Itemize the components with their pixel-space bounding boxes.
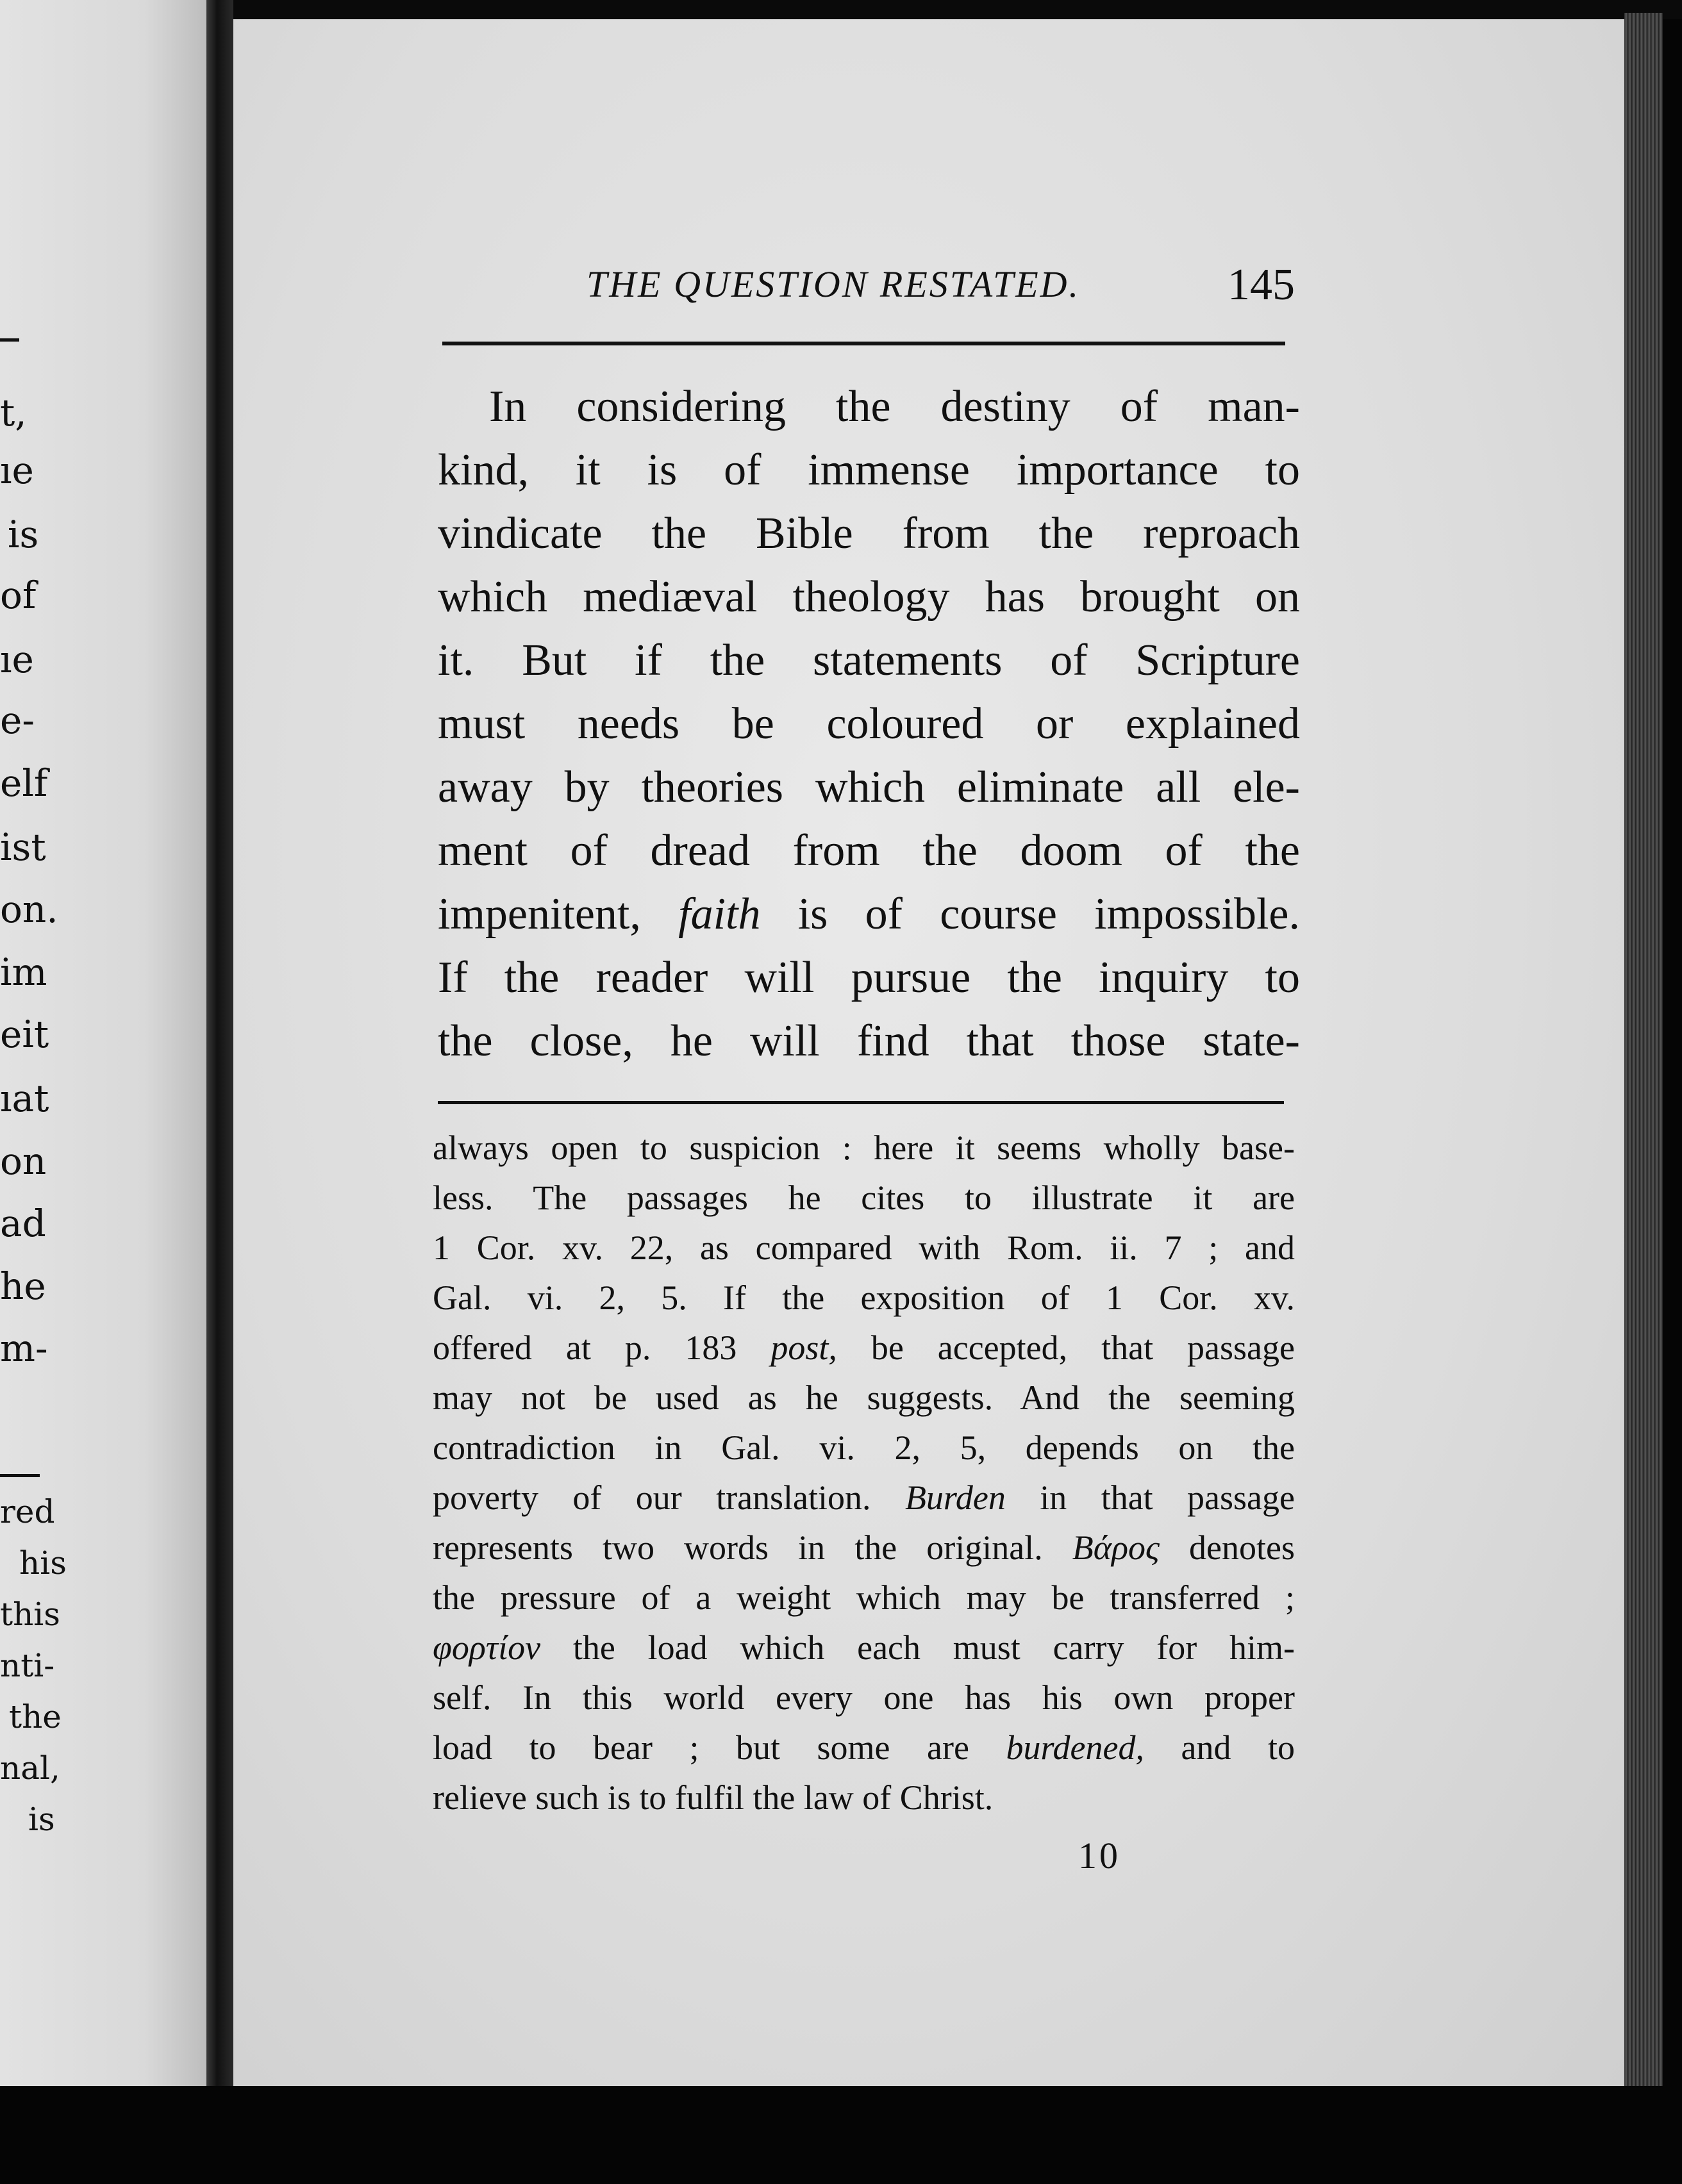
body-text xyxy=(438,375,1300,1073)
running-head-title: THE QUESTION RESTATED. xyxy=(587,263,1081,305)
facing-page-fragment: ıat xyxy=(0,1077,49,1120)
scan-bottom-border xyxy=(0,2086,1682,2184)
footnote-line: the pressure of a weight which may be transferred ; xyxy=(433,1578,1295,1617)
footnote-line-segment: offered at p. 183 xyxy=(433,1328,771,1367)
italic-word: faith xyxy=(678,889,761,939)
body-line xyxy=(438,882,1300,946)
facing-page-fragment: of xyxy=(0,574,37,617)
book-gutter xyxy=(206,0,233,2134)
facing-page-fragment: eit xyxy=(0,1013,49,1056)
footnote-line xyxy=(433,1723,1295,1773)
italic-word: Burden xyxy=(904,1478,1006,1517)
greek-word: Βάρος xyxy=(1072,1528,1160,1567)
footnote-line: Gal. vi. 2, 5. If the exposition of 1 Cor. xv. xyxy=(433,1278,1295,1317)
signature-mark: 10 xyxy=(1078,1835,1120,1876)
footnote-line-segment: and to xyxy=(1144,1728,1295,1767)
body-line: the close, he will find that those state- xyxy=(438,1016,1300,1066)
facing-page-fragment: elf xyxy=(0,761,48,805)
facing-page-fragment: is xyxy=(8,513,39,556)
body-line: which mediæval theology has brought on xyxy=(438,572,1300,622)
page-edges xyxy=(1624,13,1663,2102)
facing-page-fragment: im xyxy=(0,950,47,994)
facing-page-note-fragment: red xyxy=(0,1493,55,1530)
facing-page-fragment: t, xyxy=(0,391,27,434)
footnote-line xyxy=(433,1523,1295,1573)
italic-word: burdened, xyxy=(1006,1728,1144,1767)
body-line: must needs be coloured or explained xyxy=(438,699,1300,749)
facing-page-note-rule xyxy=(0,1474,40,1477)
facing-page-fragment: on xyxy=(0,1139,47,1183)
footnote-line xyxy=(433,1473,1295,1523)
body-line: If the reader will pursue the inquiry to xyxy=(438,953,1300,1002)
facing-page-note-fragment: is xyxy=(28,1801,55,1838)
facing-page-fragment: m- xyxy=(0,1327,48,1370)
facing-page-note-fragment: his xyxy=(19,1544,67,1582)
facing-page-fragment: e- xyxy=(0,699,35,742)
footnote-line: 1 Cor. xv. 22, as compared with Rom. ii. 7 ; and xyxy=(433,1228,1295,1267)
body-line-segment: impenitent, xyxy=(438,889,679,939)
body-line-segment: is of course impossible. xyxy=(760,889,1300,939)
greek-word: φορτίον xyxy=(433,1628,541,1667)
footnote xyxy=(433,1123,1295,1823)
footnote-line-segment: load to bear ; but some are xyxy=(433,1728,1006,1767)
footnote-line: less. The passages he cites to illustrate it are xyxy=(433,1179,1295,1217)
scan-top-border xyxy=(233,0,1682,19)
footnote-rule xyxy=(438,1101,1284,1104)
footnote-line-segment: represents two words in the original. xyxy=(433,1528,1072,1567)
body-line: ment of dread from the doom of the xyxy=(438,826,1300,875)
facing-page-note-fragment: the xyxy=(9,1698,62,1735)
body-line: away by theories which eliminate all ele- xyxy=(438,763,1300,812)
footnote-line: always open to suspicion : here it seems wholly base- xyxy=(433,1129,1295,1167)
footnote-line-segment: the load which each must carry for him- xyxy=(540,1628,1295,1667)
facing-page-fragment: ad xyxy=(0,1202,46,1245)
footnote-line: self. In this world every one has his own proper xyxy=(433,1678,1295,1717)
facing-page-note-fragment: this xyxy=(0,1596,60,1633)
body-line: In considering the destiny of man- xyxy=(489,382,1300,431)
facing-page-fragment: ıe xyxy=(0,449,34,492)
footnote-line-segment: denotes xyxy=(1159,1528,1295,1567)
footnote-line-segment: be accepted, that passage xyxy=(837,1328,1295,1367)
page-number: 145 xyxy=(1228,260,1295,310)
facing-page xyxy=(0,0,206,2096)
footnote-line xyxy=(433,1323,1295,1373)
footnote-line-segment: poverty of our translation. xyxy=(433,1478,905,1517)
facing-page-note-fragment: nti- xyxy=(0,1647,55,1684)
footnote-line-segment: in that passage xyxy=(1005,1478,1295,1517)
body-line: vindicate the Bible from the reproach xyxy=(438,509,1300,558)
facing-page-fragment: ıe xyxy=(0,638,34,681)
facing-page-fragment: he xyxy=(0,1264,46,1308)
footnote-line: may not be used as he suggests. And the seeming xyxy=(433,1378,1295,1417)
facing-page-fragment: ist xyxy=(0,825,46,869)
facing-page-head-rule xyxy=(0,338,19,342)
footnote-line xyxy=(433,1623,1295,1673)
footnote-line: contradiction in Gal. vi. 2, 5, depends on the xyxy=(433,1428,1295,1467)
body-line: it. But if the statements of Scripture xyxy=(438,636,1300,685)
facing-page-fragment: on. xyxy=(0,888,58,931)
body-line: kind, it is of immense importance to xyxy=(438,445,1300,495)
footnote-line: relieve such is to fulfil the law of Christ. xyxy=(433,1778,994,1817)
italic-word: post, xyxy=(770,1328,837,1367)
facing-page-note-fragment: nal, xyxy=(0,1750,60,1787)
header-rule xyxy=(442,342,1285,345)
